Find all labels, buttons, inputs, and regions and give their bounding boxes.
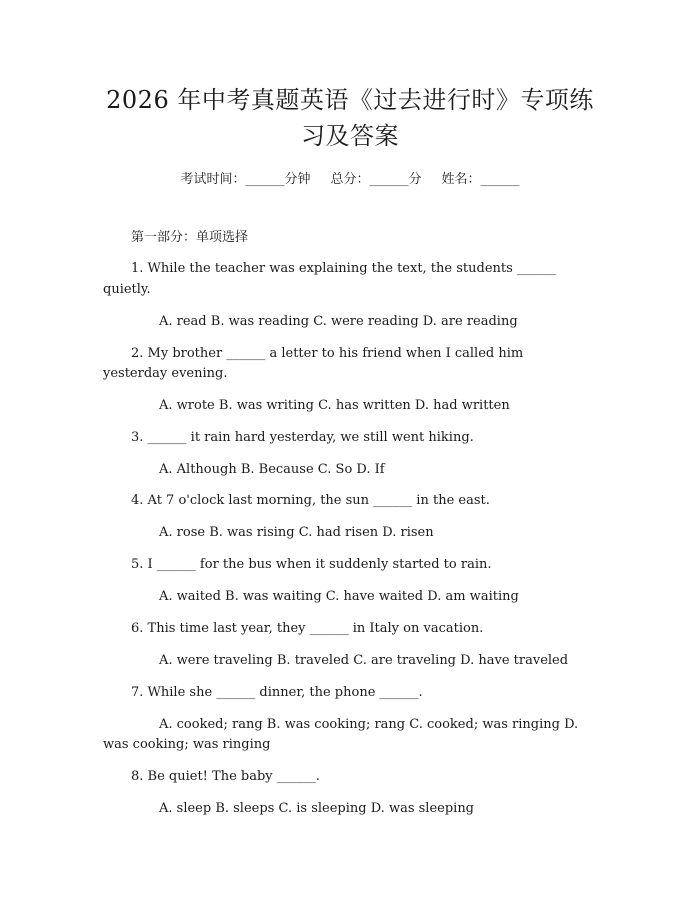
total-score: 总分：______分 (330, 172, 422, 187)
question-stem: 6. This time last year, they ______ in Italy on vacation. (131, 621, 484, 636)
exam-time: 考试时间：______分钟 (180, 172, 311, 187)
question-stem: 1. While the teacher was explaining the text, the students ______ (131, 261, 556, 276)
question-options: A. Although B. Because C. So D. If (159, 462, 385, 477)
question-stem-continued: quietly. (103, 282, 151, 297)
question-stem: 3. ______ it rain hard yesterday, we still went hiking. (131, 430, 474, 445)
question-options-continued: was cooking; was ringing (103, 737, 271, 752)
question-options: A. rose B. was rising C. had risen D. risen (159, 525, 434, 540)
question-stem: 2. My brother ______ a letter to his friend when I called him (131, 346, 524, 361)
question-stem: 4. At 7 o'clock last morning, the sun ______ in the east. (131, 493, 490, 508)
document-title-line-2: 习及答案 (301, 122, 399, 150)
question-options: A. read B. was reading C. were reading D. are reading (159, 314, 518, 329)
question-options: A. waited B. was waiting C. have waited D. am waiting (159, 589, 519, 604)
question-options: A. were traveling B. traveled C. are traveling D. have traveled (159, 653, 569, 668)
exam-meta (0, 168, 700, 187)
question-stem: 5. I ______ for the bus when it suddenly started to rain. (131, 557, 492, 572)
question-options: A. wrote B. was writing C. has written D. had written (159, 398, 510, 413)
document-title-line-1: 2026 年中考真题英语《过去进行时》专项练 (106, 86, 594, 114)
question-stem: 7. While she ______ dinner, the phone ______. (131, 685, 423, 700)
section-heading: 第一部分：单项选择 (131, 230, 249, 245)
student-name: 姓名：______ (441, 172, 520, 187)
question-options: A. cooked; rang B. was cooking; rang C. cooked; was ringing D. (159, 717, 579, 732)
question-stem-continued: yesterday evening. (103, 366, 228, 381)
question-stem: 8. Be quiet! The baby ______. (131, 769, 320, 784)
question-options: A. sleep B. sleeps C. is sleeping D. was sleeping (159, 801, 475, 816)
